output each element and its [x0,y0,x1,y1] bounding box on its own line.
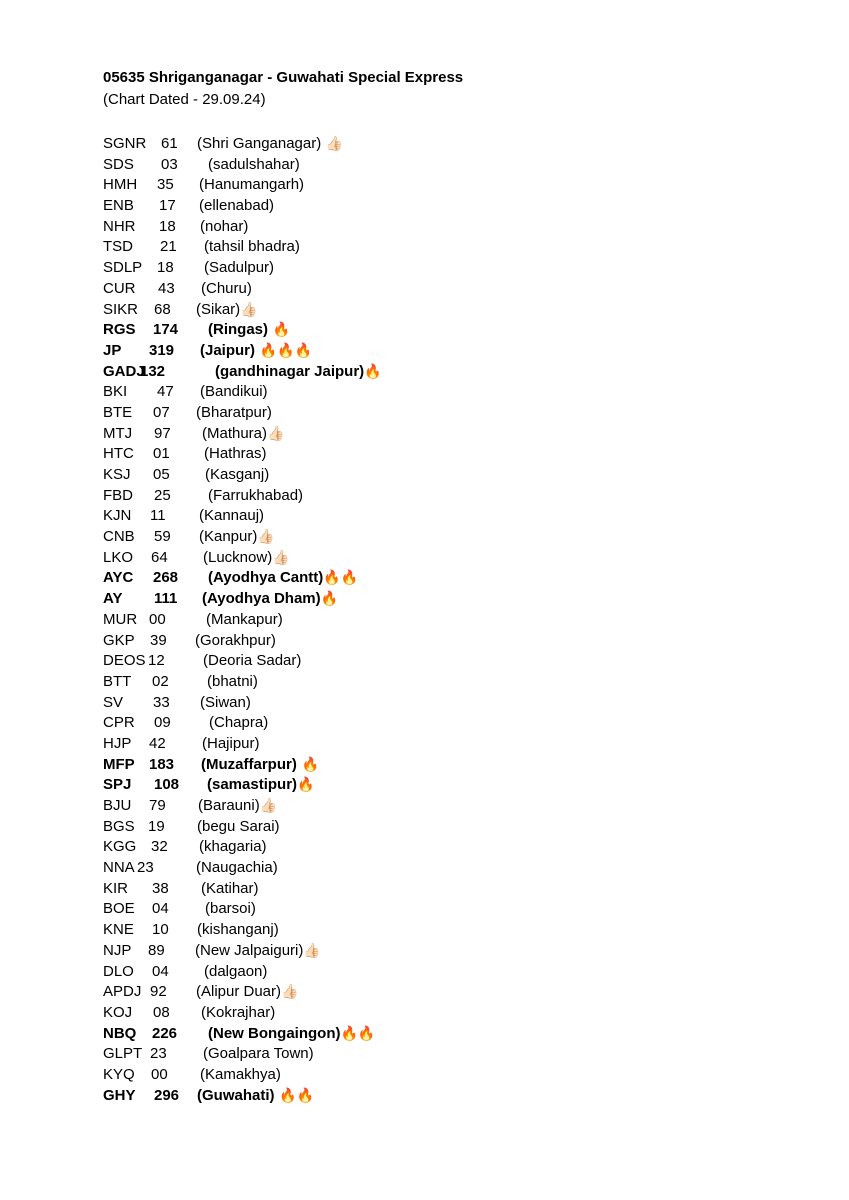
station-count: 05 [153,466,170,483]
fire-icon: 🔥🔥 [340,1025,376,1042]
station-code: HTC [103,445,134,463]
thumbs-up-icon: 👍🏻 [272,549,290,566]
station-name [197,920,279,941]
station-name [200,693,251,714]
station-name [199,837,267,858]
station-code: GHY [103,1086,136,1104]
station-name [202,589,338,610]
document-page [103,68,803,1106]
thumbs-up-icon: 👍🏻 [240,301,258,318]
station-name [198,796,277,817]
station-code: AYC [103,569,134,587]
station-row [103,424,803,445]
station-name [199,527,275,548]
station-name-text: (Barauni) [198,797,260,814]
station-row [103,982,803,1003]
station-row [103,1024,803,1045]
station-code: JP [103,341,122,359]
station-row [103,941,803,962]
station-name [205,465,269,486]
station-code: NBQ [103,1024,137,1042]
station-row [103,175,803,196]
station-code: SDLP [103,259,143,277]
station-count: 97 [154,424,171,442]
station-name [199,196,274,217]
station-code: SIKR [103,300,139,318]
station-name [195,631,276,652]
fire-icon: 🔥 [268,322,291,339]
station-code: KSJ [103,466,131,483]
station-count: 132 [140,362,166,380]
station-name [206,610,283,631]
station-code: ENB [103,197,134,215]
station-code: BGS [103,817,135,835]
station-row [103,693,803,714]
station-name-text: (dalgaon) [204,962,268,980]
fire-icon: 🔥 [320,591,339,608]
station-name-text: (Ayodhya Dham) [202,590,321,608]
station-row [103,320,803,341]
station-row [103,1044,803,1065]
station-row [103,920,803,941]
station-name [201,1003,275,1024]
thumbs-up-icon: 👍🏻 [267,425,285,442]
station-count: 03 [161,155,178,173]
station-row [103,486,803,507]
fire-icon: 🔥 [364,363,382,380]
station-name [197,134,343,155]
station-count: 09 [154,714,171,732]
station-count: 92 [150,983,167,1001]
station-row [103,962,803,983]
station-row [103,134,803,155]
station-row [103,631,803,652]
station-name [205,899,256,920]
station-name-text: (Hathras) [204,445,267,463]
station-count: 32 [151,838,168,856]
station-name-text: (ellenabad) [199,197,275,215]
station-row [103,672,803,693]
station-row [103,300,803,321]
station-name-text: (Mankapur) [206,610,283,628]
station-name-text: (Ayodhya Cantt) [208,569,324,587]
station-row [103,775,803,796]
fire-icon: 🔥🔥 [323,570,359,587]
station-name-text: (Sikar) [196,300,241,318]
station-count: 25 [154,486,171,504]
station-code: NHR [103,217,136,235]
station-row [103,610,803,631]
station-name-text: (Kamakhya) [200,1065,281,1083]
station-code: DEOS [103,652,146,670]
station-count: 12 [148,652,165,670]
station-row [103,1065,803,1086]
station-count: 183 [149,755,175,773]
station-code: MTJ [103,424,133,442]
station-code: GADJ [103,362,145,380]
station-count: 47 [157,383,174,401]
station-name-text: (bhatni) [207,672,258,690]
station-count: 35 [157,176,174,194]
station-code: BTE [103,403,133,421]
station-row [103,362,803,383]
station-name-text: (Kannauj) [199,507,265,525]
chart-date: (Chart Dated - 29.09.24) [103,91,266,108]
station-row [103,899,803,920]
station-code: CNB [103,528,135,546]
station-name-text: (Kanpur) [199,528,258,546]
station-count: 07 [153,403,170,421]
station-code: MFP [103,755,135,773]
station-count: 18 [157,259,174,277]
station-name-text: (Bandikui) [200,383,268,401]
station-row [103,858,803,879]
station-name [199,506,264,527]
station-code: KNE [103,921,134,939]
station-name-text: (sadulshahar) [208,155,300,173]
station-count: 04 [152,962,169,980]
station-code: KOJ [103,1003,133,1021]
station-code: BOE [103,900,135,918]
station-code: TSD [103,238,133,256]
station-name [201,279,252,300]
station-count: 319 [149,341,175,359]
thumbs-up-icon: 👍🏻 [303,942,321,959]
station-name-text: (Muzaffarpur) [201,755,297,773]
station-count: 43 [158,279,175,297]
station-count: 226 [152,1024,178,1042]
station-count: 08 [153,1003,170,1021]
station-code: DLO [103,962,134,980]
station-count: 61 [161,135,178,152]
station-name [208,568,358,589]
thumbs-up-icon: 👍🏻 [259,798,278,814]
station-row [103,796,803,817]
station-name [208,1024,375,1045]
station-name [208,155,300,176]
station-name-text: (Kasganj) [205,466,270,483]
station-name-text: (New Bongaingon) [208,1024,341,1042]
station-name-text: (nohar) [200,217,249,235]
station-name [200,217,248,238]
station-count: 296 [154,1086,180,1104]
station-code: BJU [103,797,132,814]
station-count: 79 [149,797,166,814]
station-code: KYQ [103,1065,135,1083]
station-name-text: (Siwan) [200,693,251,711]
station-row [103,196,803,217]
station-name-text: (begu Sarai) [197,817,280,835]
station-count: 89 [148,941,165,959]
station-count: 11 [150,507,166,525]
station-row [103,258,803,279]
station-name-text: (Naugachia) [196,859,278,877]
station-name [207,775,314,796]
station-count: 01 [153,445,170,463]
station-name-text: (gandhinagar Jaipur) [215,362,365,380]
station-count: 02 [152,672,169,690]
station-name-text: (Gorakhpur) [195,631,276,649]
station-name-text: (Chapra) [209,714,269,732]
station-code: CPR [103,714,135,732]
station-code: KGG [103,838,137,856]
fire-icon: 🔥 [297,777,315,794]
station-count: 10 [152,921,169,939]
station-name-text: (Alipur Duar) [196,983,282,1001]
station-code: SDS [103,155,134,173]
station-row [103,589,803,610]
station-row [103,506,803,527]
station-name [201,755,319,776]
station-name-text: (Lucknow) [203,548,273,566]
station-count: 17 [159,197,176,215]
station-row [103,217,803,238]
station-name-text: (Sadulpur) [204,259,275,277]
station-row [103,837,803,858]
station-name-text: (Bharatpur) [196,403,272,421]
thumbs-up-icon: 👍🏻 [321,136,344,152]
station-name-text: (Mathura) [202,424,268,442]
station-row [103,755,803,776]
station-code: KJN [103,507,132,525]
station-count: 00 [151,1065,168,1083]
station-code: NNA [103,859,135,877]
station-row [103,568,803,589]
station-row [103,651,803,672]
station-name-text: (Goalpara Town) [203,1045,314,1063]
station-name-text: (Kokrajhar) [201,1003,276,1021]
fire-icon: 🔥🔥🔥 [255,342,313,359]
station-name-text: (Hajipur) [202,734,260,752]
station-name-text: (Hanumangarh) [199,176,305,194]
station-code: KIR [103,879,129,897]
station-name [195,941,321,962]
station-count: 33 [153,693,170,711]
station-row [103,237,803,258]
station-name-text: (Churu) [201,279,252,297]
station-code: SV [103,693,124,711]
station-name [196,982,298,1003]
station-name-text: (Ringas) [208,321,268,339]
station-row [103,465,803,486]
station-count: 268 [153,569,179,587]
station-name [203,651,301,672]
station-row [103,1086,803,1107]
station-name [207,672,258,693]
thumbs-up-icon: 👍🏻 [281,984,299,1001]
fire-icon: 🔥🔥 [274,1087,315,1104]
station-name [202,734,260,755]
station-name [201,879,259,900]
station-name-text: (Shri Ganganagar) [197,135,322,152]
chart-title: 05635 Shriganganagar - Guwahati Special Express [103,69,464,86]
station-code: APDJ [103,983,142,1001]
thumbs-up-icon: 👍🏻 [257,529,275,546]
station-name [208,486,303,507]
station-count: 23 [150,1045,167,1063]
station-name-text: (Katihar) [201,879,259,897]
station-row [103,734,803,755]
station-name [196,300,258,321]
station-name-text: (Deoria Sadar) [203,652,302,670]
station-count: 68 [154,300,171,318]
station-count: 59 [154,528,171,546]
station-code: GLPT [103,1045,143,1063]
station-code: BTT [103,672,132,690]
station-name [203,1044,314,1065]
station-name-text: (khagaria) [199,838,267,856]
station-count: 111 [154,590,178,608]
station-row [103,279,803,300]
station-count: 174 [153,321,179,339]
station-name [204,444,267,465]
station-code: CUR [103,279,136,297]
station-code: AY [103,590,123,608]
station-list [103,134,803,1106]
station-name [204,258,274,279]
station-code: SGNR [103,135,147,152]
station-count: 21 [160,238,177,256]
station-name [203,548,290,569]
station-count: 19 [148,817,165,835]
fire-icon: 🔥 [296,756,320,773]
station-row [103,713,803,734]
station-name [196,858,278,879]
station-count: 04 [152,900,169,918]
station-count: 42 [149,734,166,752]
station-code: NJP [103,941,132,959]
station-code: SPJ [103,776,132,794]
station-name [204,962,267,983]
station-row [103,1003,803,1024]
station-row [103,341,803,362]
station-name [204,237,300,258]
station-name-text: (Farrukhabad) [208,486,304,504]
station-name-text: (barsoi) [205,900,256,918]
station-name [197,1086,314,1107]
station-name-text: (tahsil bhadra) [204,238,300,256]
station-count: 23 [137,859,154,877]
station-row [103,382,803,403]
station-name [208,320,290,341]
station-name [202,424,284,445]
station-name [200,341,312,362]
station-code: LKO [103,548,134,566]
station-name [199,175,304,196]
station-row [103,817,803,838]
station-count: 39 [150,631,167,649]
station-name-text: (Guwahati) [197,1086,275,1104]
station-code: BKI [103,383,128,401]
station-count: 108 [154,776,180,794]
station-name [215,362,382,383]
station-code: MUR [103,610,138,628]
station-count: 38 [152,879,169,897]
station-code: GKP [103,631,135,649]
station-name [200,1065,281,1086]
station-name [197,817,280,838]
station-row [103,444,803,465]
station-row [103,879,803,900]
station-name [209,713,268,734]
station-name-text: (kishanganj) [197,921,279,939]
station-code: HMH [103,176,138,194]
station-count: 00 [149,610,166,628]
station-row [103,527,803,548]
station-name-text: (Jaipur) [200,341,256,359]
station-code: HJP [103,734,132,752]
station-name-text: (New Jalpaiguri) [195,941,304,959]
station-count: 64 [151,548,168,566]
station-name [196,403,272,424]
station-code: RGS [103,321,136,339]
station-name-text: (samastipur) [207,776,298,794]
station-count: 18 [159,217,176,235]
station-row [103,403,803,424]
station-row [103,548,803,569]
station-code: FBD [103,486,133,504]
station-row [103,155,803,176]
station-name [200,382,268,403]
